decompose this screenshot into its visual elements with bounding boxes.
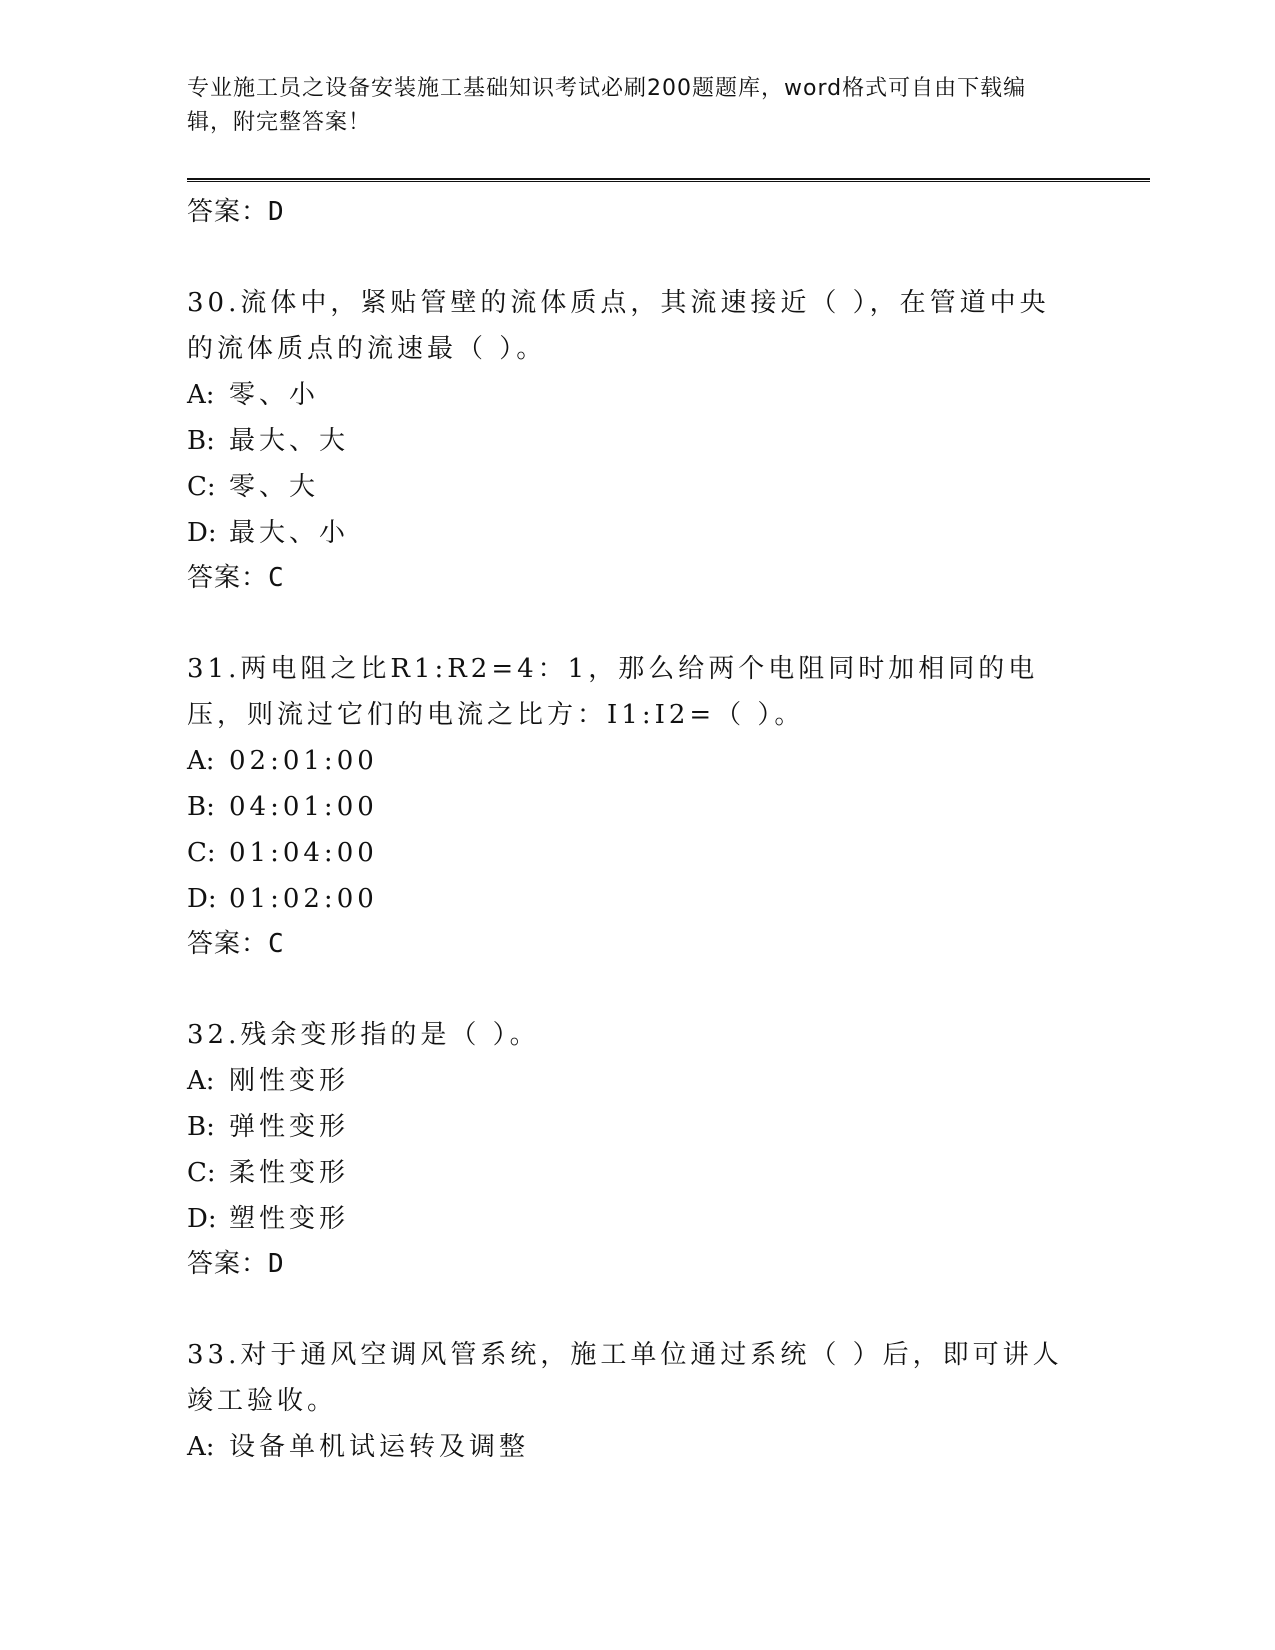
answer-label: 答案： — [187, 929, 269, 959]
option-d — [187, 876, 1067, 922]
question-stem: 30.流体中，紧贴管壁的流体质点，其流速接近（ ），在管道中央的流体质点的流速最（ ）。 — [187, 288, 1050, 364]
question-31 — [187, 646, 1067, 967]
page-header-title: 专业施工员之设备安装施工基础知识考试必刷200题题库，word格式可自由下载编辑，附完整答案！ — [187, 76, 1027, 135]
option-text: 塑性变形 — [229, 1204, 350, 1234]
option-label: C: — [187, 472, 216, 502]
option-d — [187, 1196, 1067, 1242]
question-33 — [187, 1332, 1067, 1470]
option-label: A: — [187, 746, 215, 776]
option-text: 最大、大 — [229, 426, 350, 456]
option-b — [187, 784, 1067, 830]
option-text: 04:01:00 — [229, 792, 378, 822]
option-label: B: — [187, 426, 215, 456]
question-stem: 32.残余变形指的是（ ）。 — [187, 1020, 540, 1050]
answer-label: 答案： — [187, 197, 269, 227]
answer-value: C — [268, 929, 285, 959]
option-c — [187, 1150, 1067, 1196]
option-label: D: — [187, 518, 217, 548]
answer-value: C — [268, 563, 285, 593]
option-a — [187, 738, 1067, 784]
option-b — [187, 418, 1067, 464]
option-label: A: — [187, 1066, 215, 1096]
option-text: 弹性变形 — [229, 1112, 350, 1142]
answer-line — [187, 190, 1067, 235]
option-c — [187, 464, 1067, 510]
answer-line — [187, 1242, 1067, 1287]
option-label: C: — [187, 838, 216, 868]
header-divider — [187, 178, 1150, 182]
option-text: 刚性变形 — [229, 1066, 350, 1096]
option-text: 零、大 — [229, 472, 320, 502]
option-label: D: — [187, 884, 217, 914]
option-text: 柔性变形 — [229, 1158, 350, 1188]
option-label: B: — [187, 792, 215, 822]
answer-value: D — [268, 197, 285, 227]
answer-line — [187, 556, 1067, 601]
option-a — [187, 1058, 1067, 1104]
option-label: C: — [187, 1158, 216, 1188]
option-text: 零、小 — [229, 380, 320, 410]
option-b — [187, 1104, 1067, 1150]
option-text: 02:01:00 — [229, 746, 378, 776]
option-d — [187, 510, 1067, 556]
answer-value: D — [268, 1249, 285, 1279]
option-text: 01:04:00 — [229, 838, 378, 868]
answer-label: 答案： — [187, 1249, 269, 1279]
option-label: A: — [187, 380, 215, 410]
option-a — [187, 372, 1067, 418]
question-30 — [187, 280, 1067, 601]
option-text: 01:02:00 — [229, 884, 378, 914]
question-stem: 33.对于通风空调风管系统，施工单位通过系统（ ）后，即可讲人竣工验收。 — [187, 1340, 1063, 1416]
option-text: 设备单机试运转及调整 — [229, 1432, 530, 1462]
option-text: 最大、小 — [229, 518, 350, 548]
option-a — [187, 1424, 1067, 1470]
question-32 — [187, 1012, 1067, 1287]
option-c — [187, 830, 1067, 876]
option-label: B: — [187, 1112, 215, 1142]
question-list — [187, 190, 1067, 1470]
answer-label: 答案： — [187, 563, 269, 593]
answer-line — [187, 922, 1067, 967]
question-stem: 31.两电阻之比R1:R2=4：1，那么给两个电阻同时加相同的电压，则流过它们的电流之比方：I1:I2=（ ）。 — [187, 654, 1039, 730]
option-label: D: — [187, 1204, 217, 1234]
option-label: A: — [187, 1432, 215, 1462]
